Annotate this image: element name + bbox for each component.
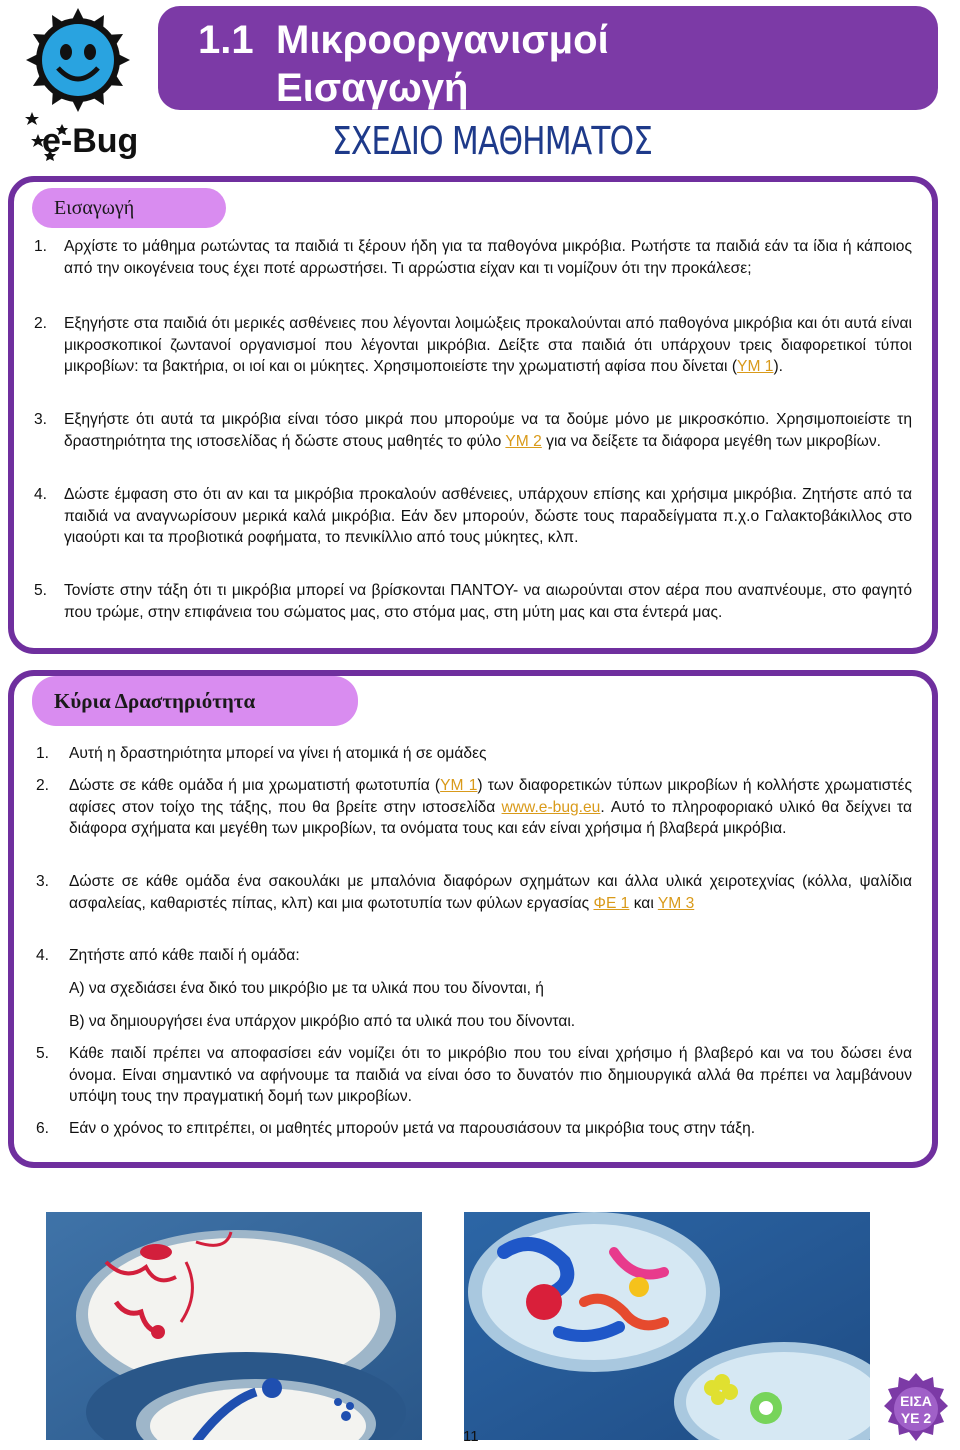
svg-text:ΥΕ 2: ΥΕ 2 [900, 1410, 932, 1426]
fe1-link[interactable]: ΦΕ 1 [593, 894, 630, 912]
item-text: Δώστε σε κάθε ομάδα ένα σακουλάκι με μπαλόνια διαφόρων σχημάτων και άλλα υλικά χειροτεχνίας (κόλλα, ψαλίδια ασφαλείας, καθαριστές πίπας, κλπ) και μια φωτοτυπία των φύλων εργασίας [69, 873, 912, 912]
lesson-number: 1.1 [198, 18, 254, 62]
activity-item-1 [36, 743, 912, 765]
activity-item-4b [36, 1011, 912, 1033]
item-text-end: . Αυτό το πληροφοριακό υλικό θα δείχνει τα διάφορα σχήματα και μεγέθη των μικροβίων, τα ονόματα τους και εάν είναι χρήσιμα ή βλαβερά μικρόβια. [69, 798, 913, 837]
activity-item-5 [36, 1043, 912, 1108]
item-number: 1. [36, 745, 50, 762]
item-text-mid: και [629, 894, 658, 912]
intro-item-4 [34, 484, 912, 549]
item-text: Αρχίστε το μάθημα ρωτώντας τα παιδιά τι ξέρουν ήδη για τα παθογόνα μικρόβια. Ρωτήστε τα παιδιά εάν τα ίδια ή κάποιος από την οικογένεια τους έχει ποτέ αρρωστήσει. Τι αρρώστια είχαν και τι νομίζουν ότι την προκάλεσε; [64, 238, 912, 277]
item-text-end: για να δείξετε τα διάφορα μεγέθη των μικροβίων. [541, 432, 881, 450]
item-number: 5. [36, 1045, 50, 1062]
svg-text:e-Bug: e-Bug [42, 122, 139, 160]
intro-item-3 [34, 409, 912, 452]
website-link[interactable]: www.e-bug.eu [501, 798, 601, 816]
item-number: 5. [34, 582, 48, 599]
activity-item-3 [36, 871, 912, 914]
item-text: Α) να σχεδιάσει ένα δικό του μικρόβιο με τα υλικά που του δίνονται, ή [69, 980, 544, 997]
activity-item-6 [36, 1118, 912, 1140]
ym3-link[interactable]: ΥΜ 3 [657, 894, 695, 912]
ym1-link[interactable]: ΥΜ 1 [737, 358, 774, 375]
item-number: 1. [34, 238, 48, 255]
svg-text:ΕΙΣΑ: ΕΙΣΑ [900, 1393, 932, 1409]
item-text: Αυτή η δραστηριότητα μπορεί να γίνει ή ατομικά ή σε ομάδες [69, 745, 487, 762]
item-number: 2. [36, 777, 50, 794]
activity-item-4 [36, 945, 912, 967]
page-number: 11 [463, 1428, 479, 1445]
item-text: Δώστε έμφαση στο ότι αν και τα μικρόβια προκαλούν ασθένειες, υπάρχουν επίσης και χρήσιμα μικρόβια. Ζητήστε από τα παιδιά να αναγνωρίσουν μερικά καλά μικρόβια. Εάν δεν μπορούν, δώστε τους παραδείγματα π.χ.ο Γαλακτοβάκιλλος στο γιαούρτι και τα προβιοτικά ροφήματα, το πενικίλλιο από τους μύκητες, κλπ. [64, 486, 912, 546]
activity-item-4a [36, 978, 912, 1000]
item-text-mid: ) των διαφορετικών τύπων μικροβίων ή κολλήστε χρωματιστές αφίσες στον τοίχο της τάξης, που θα βρείτε στην ιστοσελίδα [69, 777, 912, 816]
item-text: Εξηγήστε ότι αυτά τα μικρόβια είναι τόσο μικρά που μπορούμε να τα δούμε μόνο με μικροσκόπιο. Χρησιμοποιείστε τη δραστηριότητα της ιστοσελίδας ή δώστε στους μαθητές το φύλο [64, 411, 912, 450]
item-text: Κάθε παιδί πρέπει να αποφασίσει εάν νομίζει ότι το μικρόβιο που του είναι χρήσιμο ή βλαβερό και να του δώσει ένα όνομα. Είναι σημαντικό να αφήνουμε τα παιδιά να είναι όσο το δυνατόν πιο δημιουργικά αλλά θα πρέπει να λαμβάνουν υπόψη τους την πραγματική δομή των μικροβίων. [69, 1045, 912, 1105]
item-text: Εξηγήστε στα παιδιά ότι μερικές ασθένειες που λέγονται λοιμώξεις προκαλούνται από παθογόνα μικρόβια και ότι αυτά είναι μικροσκοπικοί ζωντανοί οργανισμοί που λέγονται μικρόβια. Δείξτε στα παιδιά ότι υπάρχουν τρεις διαφορετικοί τύποι μικροβίων: τα βακτήρια, οι ιοί και οι μύκητες. Χρησιμοποιείστε την χρωματιστή αφίσα που δίνεται ( [64, 315, 912, 375]
intro-item-1 [34, 236, 912, 279]
intro-item-5 [34, 580, 912, 623]
item-text-end: ). [773, 358, 783, 375]
ym2-link[interactable]: ΥΜ 2 [505, 432, 542, 450]
intro-item-2 [34, 313, 912, 378]
main-activity-heading: Κύρια Δραστηριότητα [32, 676, 358, 726]
page-title-line2: Εισαγωγή [276, 66, 469, 110]
item-text: Δώστε σε κάθε ομάδα ή μια χρωματιστή φωτοτυπία ( [69, 777, 441, 794]
item-text: Τονίστε στην τάξη ότι τι μικρόβια μπορεί να βρίσκονται ΠΑΝΤΟΥ- να αιωρούνται στον αέρα που αναπνέουμε, στο φαγητό που τρώμε, στην επιφάνεια του σώματος μας, στο στόμα μας, στη μύτη μας και στα έντερά μας. [64, 582, 912, 621]
item-text: Β) να δημιουργήσει ένα υπάρχον μικρόβιο από τα υλικά που του δίνονται. [69, 1013, 576, 1030]
item-number: 3. [36, 873, 50, 890]
e-bug-logo [22, 4, 140, 162]
intro-heading: Εισαγωγή [32, 188, 226, 228]
item-text: Ζητήστε από κάθε παιδί ή ομάδα: [69, 947, 300, 964]
petri-dish-balloon-microbes-photo [464, 1212, 870, 1440]
lesson-plan-subtitle: ΣΧΕΔΙΟ ΜΑΘΗΜΑΤΟΣ [332, 119, 653, 163]
item-number: 3. [34, 411, 48, 428]
item-number: 4. [36, 947, 50, 964]
ym1-link[interactable]: ΥΜ 1 [440, 777, 478, 794]
eisa-ye2-badge [876, 1372, 956, 1446]
page-title: Μικροοργανισμοί [276, 18, 609, 62]
item-number: 4. [34, 486, 48, 503]
item-text: Εάν ο χρόνος το επιτρέπει, οι μαθητές μπορούν μετά να παρουσιάσουν τα μικρόβια τους στην τάξη. [69, 1120, 756, 1137]
activity-item-2 [36, 775, 912, 840]
item-number: 6. [36, 1120, 50, 1137]
item-number: 2. [34, 315, 48, 332]
petri-dish-drawings-photo [46, 1212, 422, 1440]
